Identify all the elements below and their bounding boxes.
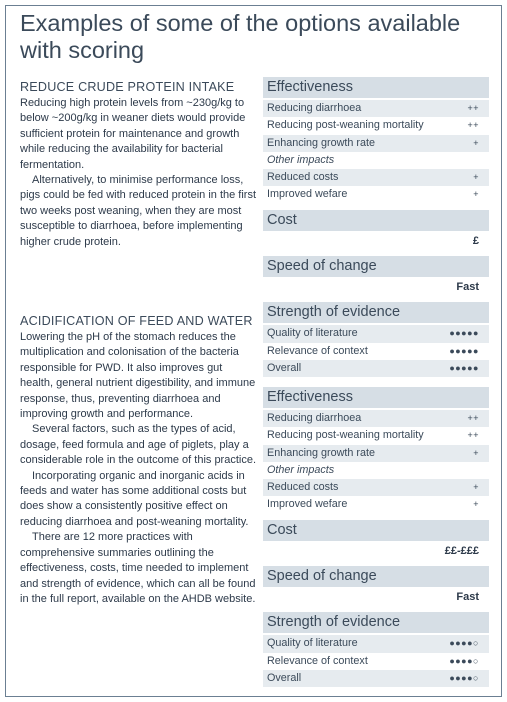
cost-row: £: [472, 234, 479, 247]
paragraph: Lowering the pH of the stomach reduces the multiplication and colonisation of the bacteria responsible for PWD. It also improves gut health, general nutrient digestibility, and immune response, thus, preventing diarrhoea and improving growth and performance.: [20, 331, 256, 421]
score-row: Quality of literature ●●●●●: [263, 325, 489, 342]
score-panel-crude-protein: [263, 77, 489, 377]
evidence-header: Strength of evidence: [263, 612, 489, 633]
section-crude-protein-text: [20, 80, 258, 250]
other-impacts-label: Other impacts: [267, 463, 335, 476]
section-acidification-text: [20, 314, 258, 607]
page-title: Examples of some of the options available with scoring: [20, 10, 461, 63]
score-row: Reducing post-weaning mortality ++: [267, 119, 479, 132]
score-row: Reduced costs +: [263, 479, 489, 496]
speed-row: Fast: [456, 591, 479, 604]
cost-header: Cost: [263, 210, 489, 231]
cost-header: Cost: [263, 520, 489, 541]
speed-row: Fast: [456, 281, 479, 294]
score-row: Improved wefare +: [267, 188, 479, 201]
score-row: Reducing post-weaning mortality ++: [267, 429, 479, 442]
effectiveness-header: Effectiveness: [263, 77, 489, 98]
paragraph: Incorporating organic and inorganic acids in feeds and water has some additional costs but does show a consistently positive effect on reducing diarrhoea and post-weaning mortality.: [20, 469, 249, 528]
score-row: Improved wefare +: [267, 498, 479, 511]
score-row: Relevance of context ●●●●○: [267, 654, 479, 667]
paragraph: There are 12 more practices with comprehensive summaries outlining the effectiveness, costs, time needed to implement and strength of evidence, which can all be found in the full report, available on the AHDB website.: [20, 531, 256, 605]
section-heading: REDUCE CRUDE PROTEIN INTAKE: [20, 80, 235, 94]
score-row: Overall ●●●●○: [263, 670, 489, 687]
speed-header: Speed of change: [263, 566, 489, 587]
score-row: Enhancing growth rate +: [263, 445, 489, 462]
score-row: Reducing diarrhoea ++: [263, 410, 489, 427]
speed-header: Speed of change: [263, 256, 489, 277]
paragraph: Several factors, such as the types of acid, dosage, feed formula and age of piglets, play a considerable role in the outcome of this practice.: [20, 423, 257, 467]
score-row: Quality of literature ●●●●○: [263, 635, 489, 652]
score-panel-acidification: [263, 387, 489, 687]
evidence-header: Strength of evidence: [263, 302, 489, 323]
section-heading: ACIDIFICATION OF FEED AND WATER: [20, 314, 253, 328]
effectiveness-header: Effectiveness: [263, 387, 489, 408]
score-row: Relevance of context ●●●●●: [267, 344, 479, 357]
paragraph: Reducing high protein levels from ~230g/kg to below ~200g/kg in weaner diets would provide sufficient protein for maintenance and growth while reducing the availability for bacterial fermentation.: [20, 97, 246, 171]
score-row: Enhancing growth rate +: [263, 135, 489, 152]
paragraph: Alternatively, to minimise performance loss, pigs could be fed with reduced protein in the first two weeks post weaning, when they are most susceptible to diarrhoea, before implementing higher crude protein.: [20, 174, 257, 248]
score-row: Overall ●●●●●: [263, 360, 489, 377]
score-row: Reduced costs +: [263, 169, 489, 186]
score-row: Reducing diarrhoea ++: [263, 100, 489, 117]
cost-row: ££-£££: [444, 544, 479, 557]
other-impacts-label: Other impacts: [267, 153, 335, 166]
